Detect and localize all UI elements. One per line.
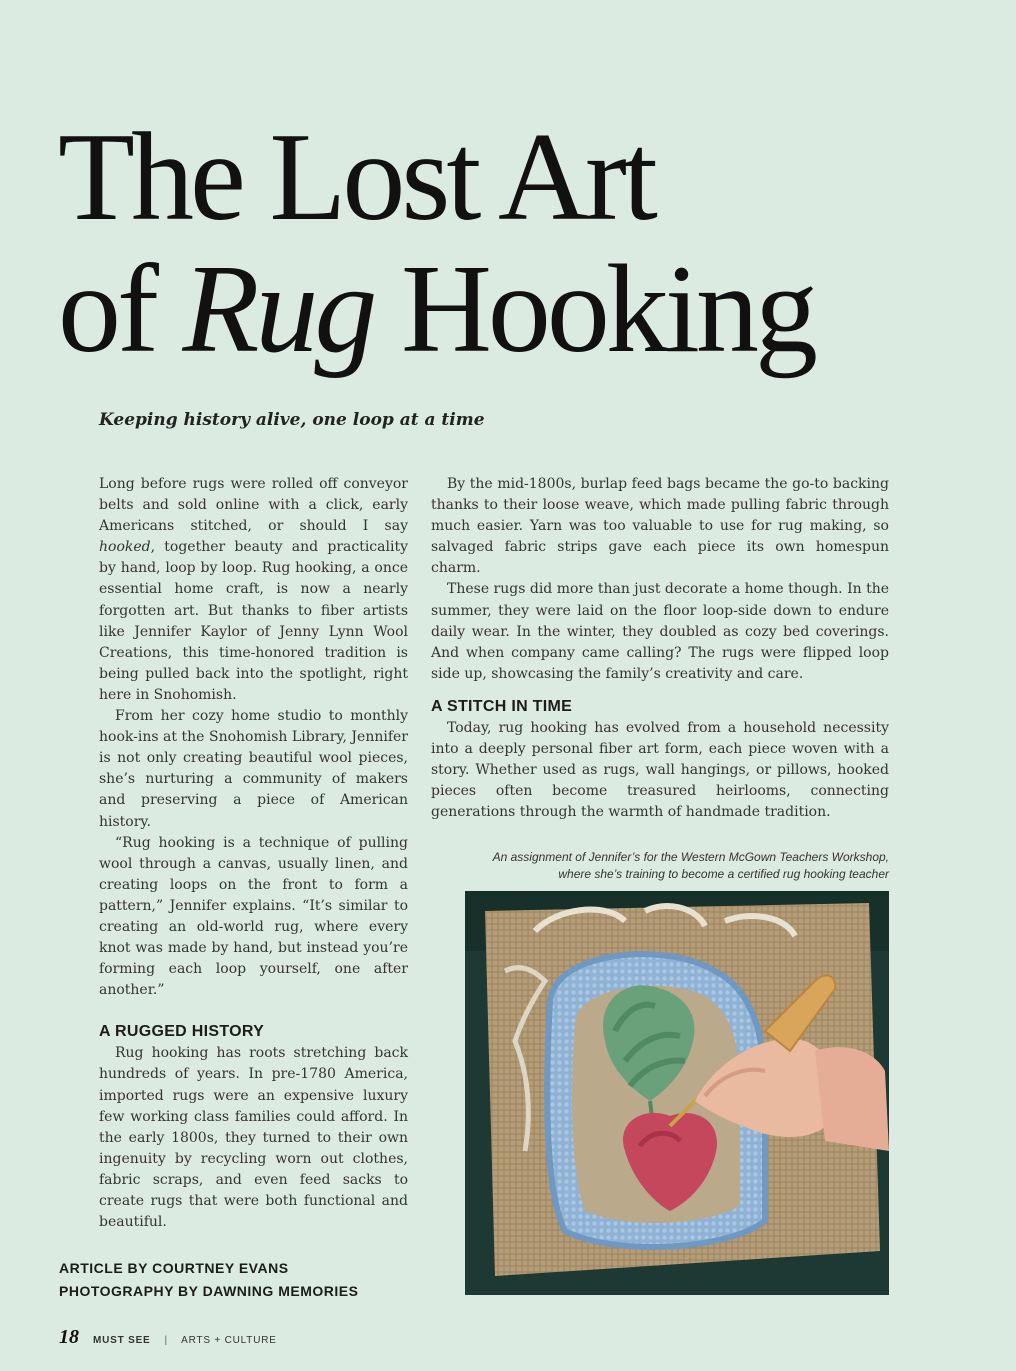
magazine-name: MUST SEE [93, 1335, 151, 1346]
page-number: 18 [59, 1326, 79, 1348]
photo-caption [449, 849, 889, 883]
right-paragraph-1: By the mid-1800s, burlap feed bags became the go-to backing thanks to their loose weave, which made pulling fabric through much easier. Yarn was too valuable to use for rug making, so salvaged fabric strips gave each piece its own homespun charm. [431, 476, 889, 577]
section-name: ARTS + CULTURE [181, 1335, 277, 1346]
title-line-2-suffix: Hooking [373, 240, 814, 379]
left-paragraph-2: From her cozy home studio to monthly hook-ins at the Snohomish Library, Jennifer is not only creating beautiful wool pieces, she’s nurturing a community of makers and preserving a piece of American history. [99, 708, 408, 830]
left-p1-text-a: Long before rugs were rolled off conveyor belts and sold online with a click, early Americans stitched, or should I say [99, 476, 408, 535]
article-title [58, 108, 814, 379]
title-line-2-prefix: of [58, 240, 183, 379]
caption-line-2: where she’s training to become a certified rug hooking teacher [558, 867, 889, 881]
right-column [431, 474, 889, 823]
page-footer [59, 1326, 277, 1349]
left-column [99, 474, 408, 1233]
credit-photography: PHOTOGRAPHY BY DAWNING MEMORIES [59, 1283, 359, 1299]
title-line-2 [58, 240, 814, 379]
right-paragraph-3: Today, rug hooking has evolved from a household necessity into a deeply personal fiber art form, each piece woven with a story. Whether used as rugs, wall hangings, or pillows, hooked pieces often become treasured heirlooms, connecting generations through the warmth of handmade tradition. [431, 719, 889, 821]
rug-hooking-illustration [465, 891, 889, 1295]
rug-hooking-photo [465, 891, 889, 1295]
right-paragraph-2: These rugs did more than just decorate a home though. In the summer, they were laid on the floor loop-side down to endure daily wear. In the winter, they doubled as cozy bed coverings. And when company came calling? The rugs were flipped loop side up, showcasing the family’s creativity and care. [431, 581, 889, 682]
left-paragraph-1 [99, 474, 408, 706]
left-paragraph-3: “Rug hooking is a technique of pulling wool through a canvas, usually linen, and creating loops on the front to form a pattern,” Jennifer explains. “It’s similar to creating an old-world rug, where every knot was made by hand, but instead you’re forming each loop yourself, one after another.” [99, 834, 408, 999]
article-subtitle: Keeping history alive, one loop at a time [99, 410, 485, 430]
title-line-2-italic: Rug [182, 240, 374, 379]
footer-separator: | [164, 1335, 168, 1346]
credit-article: ARTICLE BY COURTNEY EVANS [59, 1260, 289, 1276]
section-heading-rugged-history: A RUGGED HISTORY [99, 1023, 265, 1041]
article-credits [59, 1257, 358, 1303]
left-p1-italic: hooked [99, 539, 151, 556]
title-line-1: The Lost Art [58, 108, 654, 247]
caption-line-1: An assignment of Jennifer’s for the Western McGown Teachers Workshop, [492, 850, 889, 864]
section-heading-stitch-in-time: A STITCH IN TIME [431, 697, 573, 715]
left-paragraph-4: Rug hooking has roots stretching back hundreds of years. In pre-1780 America, imported rugs were an expensive luxury few working class families could afford. In the early 1800s, they turned to their own ingenuity by recycling worn out clothes, fabric scraps, and even feed sacks to create rugs that were both functional and beautiful. [99, 1045, 408, 1231]
left-p1-text-b: , together beauty and practicality by hand, loop by loop. Rug hooking, a once essential home craft, is now a nearly forgotten art. But thanks to fiber artists like Jennifer Kaylor of Jenny Lynn Wool Creations, this time-honored tradition is being pulled back into the spotlight, right here in Snohomish. [99, 539, 408, 703]
